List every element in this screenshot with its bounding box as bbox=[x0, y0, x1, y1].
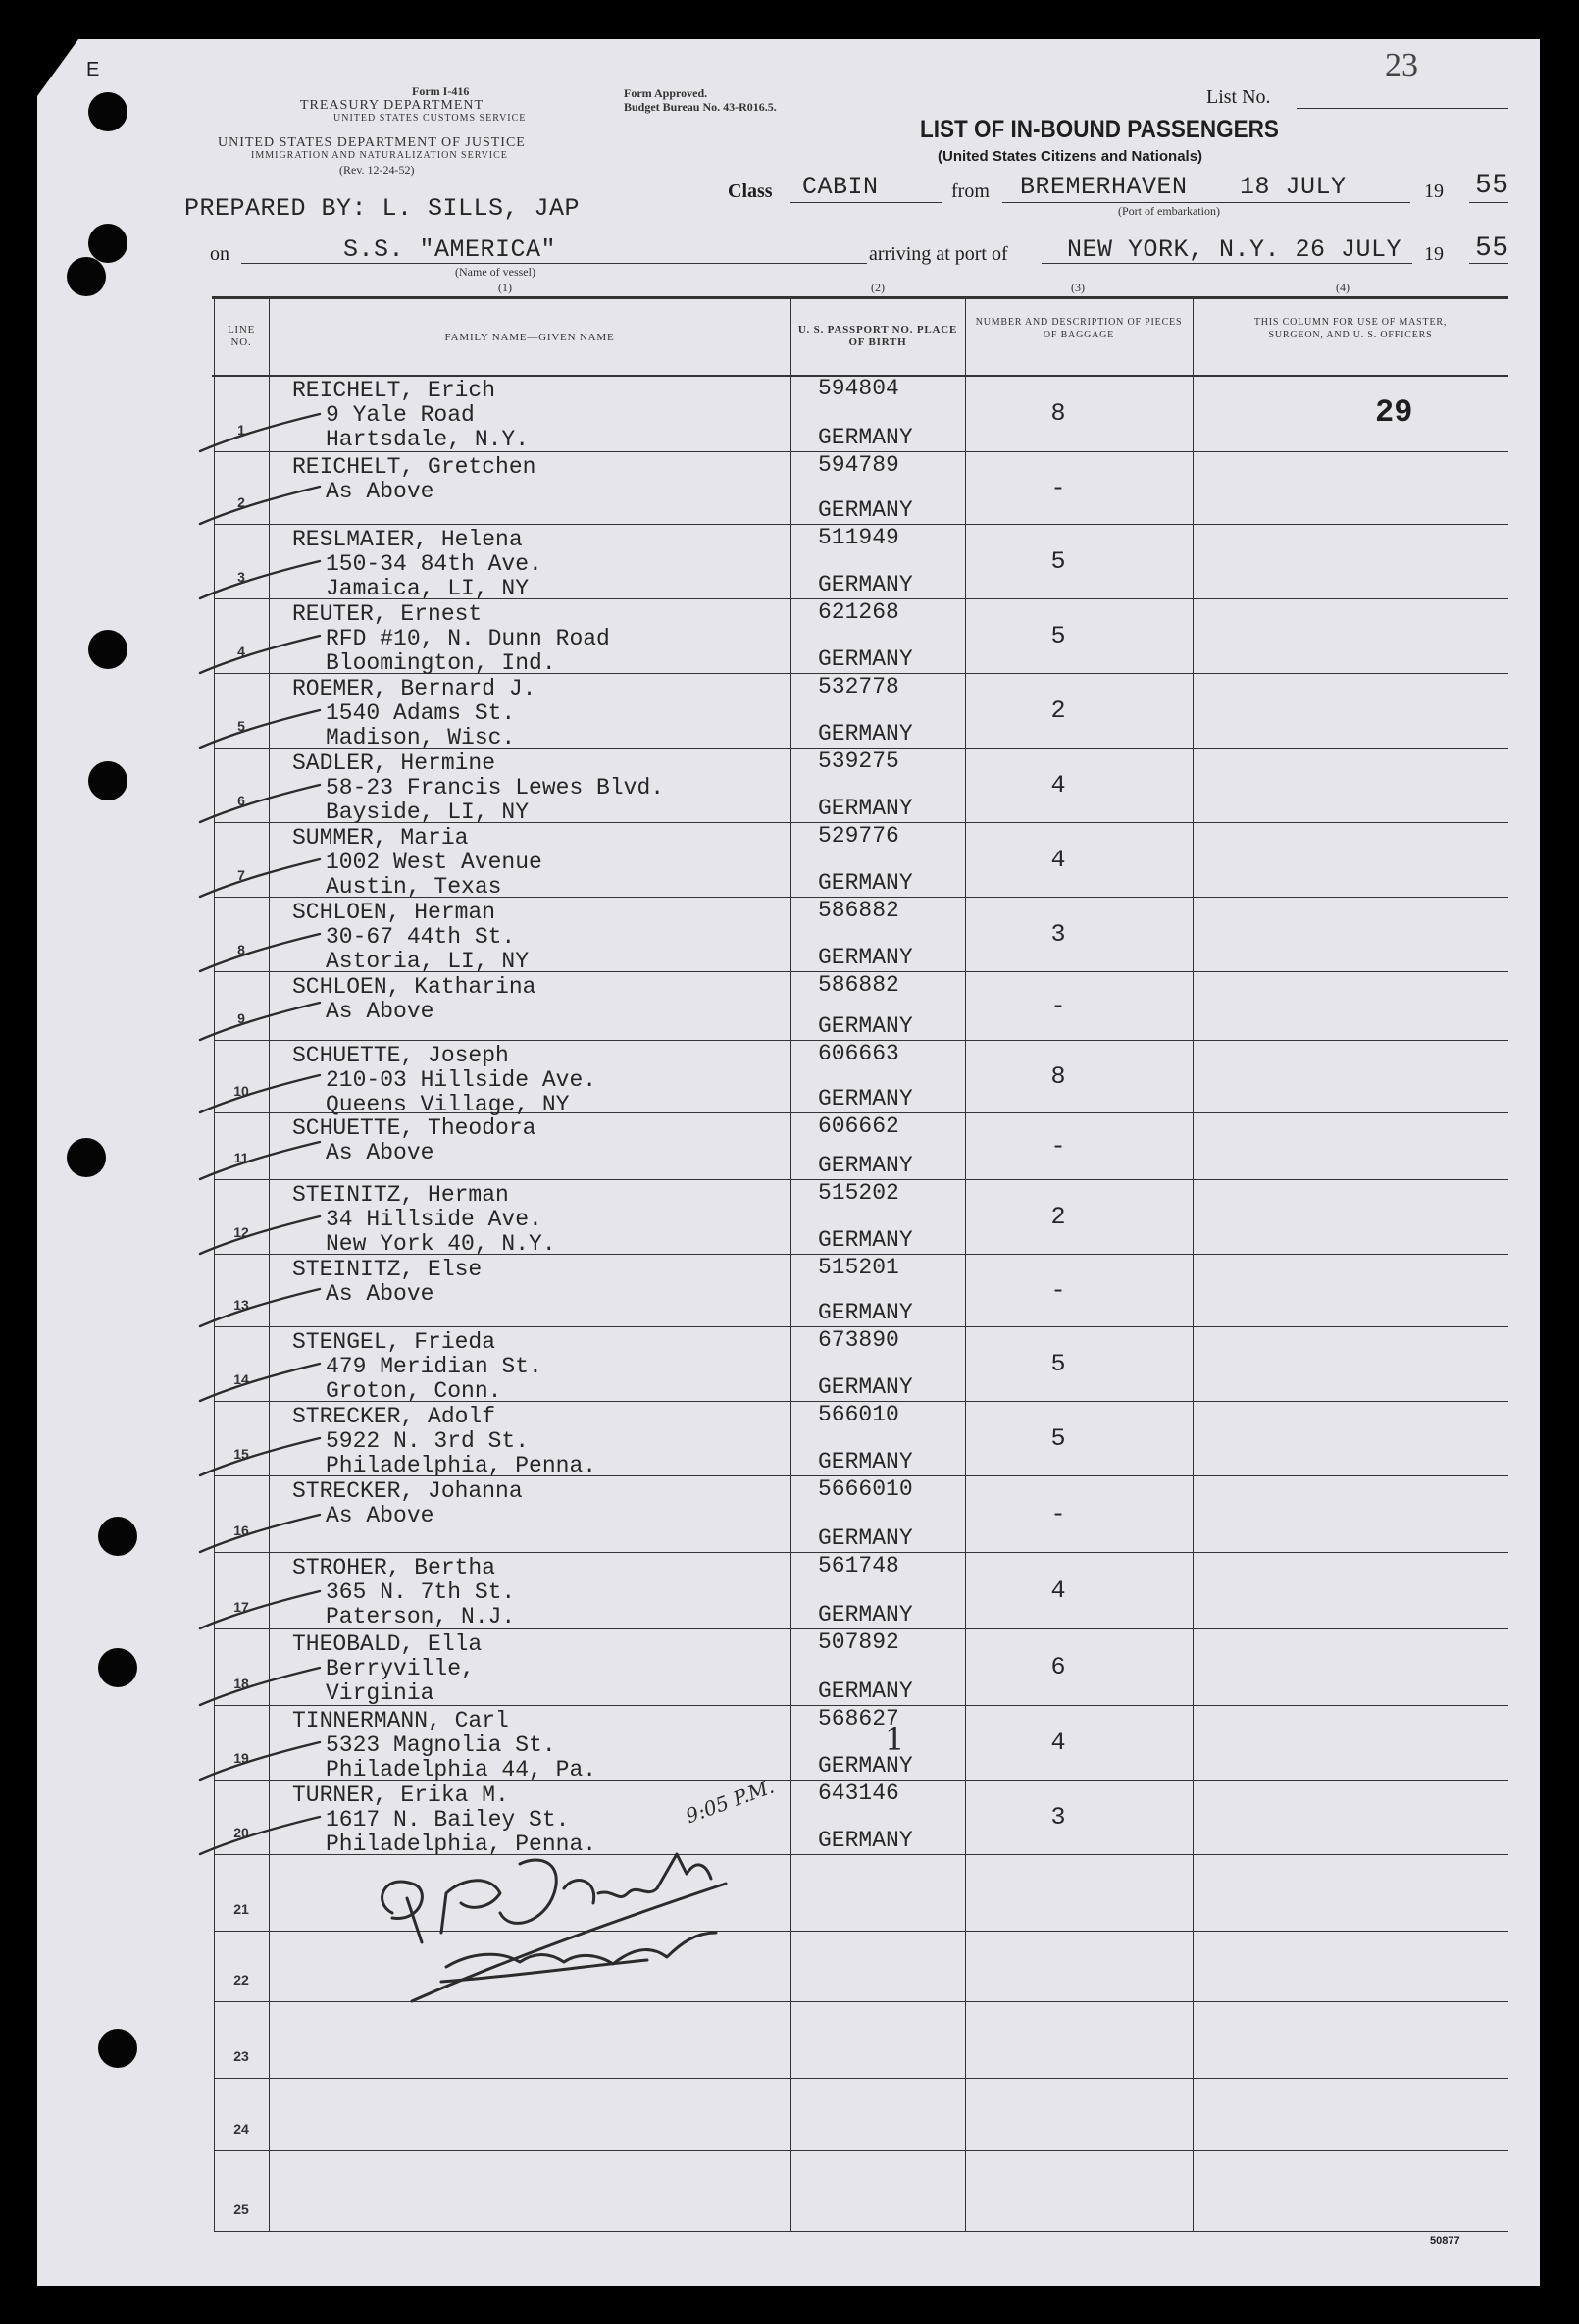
passenger-address-2: Madison, Wisc. bbox=[326, 725, 516, 750]
row-divider bbox=[214, 2078, 1508, 2079]
passenger-name: SCHLOEN, Herman bbox=[292, 900, 496, 925]
form-title: LIST OF IN-BOUND PASSENGERS bbox=[920, 116, 1279, 143]
embarkation-year: 55 bbox=[1475, 171, 1509, 201]
passenger-address-2: New York 40, N.Y. bbox=[326, 1231, 556, 1257]
passenger-name: SCHUETTE, Joseph bbox=[292, 1043, 509, 1068]
passport-number: 566010 bbox=[818, 1402, 899, 1427]
passenger-address-2: Astoria, LI, NY bbox=[326, 949, 530, 974]
baggage-count: 5 bbox=[1050, 547, 1066, 576]
line-number: 23 bbox=[233, 2048, 249, 2064]
justice-department: UNITED STATES DEPARTMENT OF JUSTICE bbox=[218, 135, 526, 150]
col-head-officers: THIS COLUMN FOR USE OF MASTER, SURGEON, AND U. S. OFFICERS bbox=[1253, 317, 1448, 340]
line-number: 2 bbox=[237, 494, 245, 510]
passenger-address-2: Groton, Conn. bbox=[326, 1378, 502, 1404]
punch-hole bbox=[67, 257, 106, 296]
line-number: 22 bbox=[233, 1972, 249, 1988]
embark-line bbox=[1002, 202, 1410, 203]
passport-number: 539275 bbox=[818, 749, 899, 774]
line-number: 6 bbox=[237, 793, 245, 808]
punch-hole bbox=[88, 761, 127, 800]
port-of-arrival: NEW YORK, N.Y. 26 JULY bbox=[1067, 235, 1402, 264]
passport-number: 673890 bbox=[818, 1327, 899, 1353]
passenger-name: STEINITZ, Herman bbox=[292, 1182, 509, 1208]
baggage-count: - bbox=[1050, 992, 1066, 1020]
line-number: 13 bbox=[233, 1297, 249, 1313]
passenger-name: STRECKER, Adolf bbox=[292, 1404, 496, 1429]
col-num-1: (1) bbox=[498, 281, 512, 294]
line-number: 19 bbox=[233, 1750, 249, 1766]
form-number: Form I-416 bbox=[412, 84, 470, 98]
year-prefix: 19 bbox=[1424, 181, 1444, 202]
passport-number: 515201 bbox=[818, 1255, 899, 1280]
budget-bureau: Budget Bureau No. 43-R016.5. bbox=[624, 100, 777, 114]
line-number: 12 bbox=[233, 1224, 249, 1240]
line-number: 16 bbox=[233, 1523, 249, 1538]
col-head-line-no: LINE NO. bbox=[227, 324, 256, 348]
arrival-year: 55 bbox=[1475, 233, 1509, 264]
passport-number: 507892 bbox=[818, 1629, 899, 1655]
passenger-name: REICHELT, Gretchen bbox=[292, 454, 536, 480]
embarkation-date: 18 JULY bbox=[1240, 173, 1347, 201]
passport-number: 594804 bbox=[818, 376, 899, 401]
line-number: 20 bbox=[233, 1825, 249, 1840]
corner-letter: E bbox=[86, 59, 100, 80]
place-of-birth: GERMANY bbox=[818, 1678, 913, 1704]
punch-hole bbox=[67, 1138, 106, 1177]
passport-number: 529776 bbox=[818, 823, 899, 849]
passenger-address-1: 34 Hillside Ave. bbox=[326, 1207, 542, 1232]
punch-hole bbox=[88, 630, 127, 669]
place-of-birth: GERMANY bbox=[818, 870, 913, 896]
vessel-caption: (Name of vessel) bbox=[455, 265, 535, 279]
passenger-address-2: Queens Village, NY bbox=[326, 1092, 570, 1117]
form-approved: Form Approved. bbox=[624, 86, 708, 100]
place-of-birth: GERMANY bbox=[818, 1227, 913, 1253]
baggage-count: 4 bbox=[1050, 771, 1066, 800]
line-number: 18 bbox=[233, 1676, 249, 1691]
passenger-address-1: 1002 West Avenue bbox=[326, 850, 542, 875]
passenger-name: STRECKER, Johanna bbox=[292, 1478, 523, 1504]
baggage-count: 8 bbox=[1050, 399, 1066, 428]
col-num-2: (2) bbox=[871, 281, 885, 294]
passenger-address-2: Philadelphia, Penna. bbox=[326, 1832, 597, 1857]
list-no-line bbox=[1297, 108, 1508, 109]
arriving-label: arriving at port of bbox=[869, 243, 1008, 265]
col-num-3: (3) bbox=[1071, 281, 1085, 294]
line-number: 3 bbox=[237, 569, 245, 585]
check-mark-icon bbox=[192, 1811, 330, 1870]
line-number: 17 bbox=[233, 1599, 249, 1615]
passport-number: 594789 bbox=[818, 452, 899, 478]
passenger-name: THEOBALD, Ella bbox=[292, 1631, 483, 1657]
punch-hole bbox=[88, 92, 127, 131]
passenger-name: ROEMER, Bernard J. bbox=[292, 676, 536, 701]
passenger-address-1: 1617 N. Bailey St. bbox=[326, 1807, 570, 1833]
class-label: Class bbox=[728, 181, 773, 202]
passenger-address-1: 210-03 Hillside Ave. bbox=[326, 1067, 597, 1093]
passenger-address-2: Bayside, LI, NY bbox=[326, 800, 530, 825]
passenger-address-1: As Above bbox=[326, 1503, 434, 1528]
vessel-line bbox=[241, 263, 867, 264]
officer-count: 29 bbox=[1375, 394, 1413, 431]
passenger-address-1: 30-67 44th St. bbox=[326, 924, 516, 950]
passenger-address-1: 479 Meridian St. bbox=[326, 1354, 542, 1379]
vessel-name: S.S. "AMERICA" bbox=[343, 235, 557, 264]
passenger-address-1: 150-34 84th Ave. bbox=[326, 551, 542, 577]
passenger-address-1: As Above bbox=[326, 1140, 434, 1165]
passenger-address-2: Virginia bbox=[326, 1680, 434, 1706]
passport-number: 5666010 bbox=[818, 1476, 913, 1502]
line-number: 4 bbox=[237, 644, 245, 659]
treasury-department: TREASURY DEPARTMENT bbox=[300, 98, 484, 113]
form-subtitle: (United States Citizens and Nationals) bbox=[938, 148, 1203, 165]
passport-number: 586882 bbox=[818, 898, 899, 923]
passenger-name: TURNER, Erika M. bbox=[292, 1782, 509, 1808]
prepared-by: PREPARED BY: L. SILLS, JAP bbox=[184, 194, 581, 223]
passport-number: 586882 bbox=[818, 972, 899, 998]
line-number: 11 bbox=[233, 1150, 249, 1165]
passenger-address-1: As Above bbox=[326, 1281, 434, 1307]
baggage-count: 6 bbox=[1050, 1653, 1066, 1681]
baggage-count: - bbox=[1050, 474, 1066, 502]
passport-number: 643146 bbox=[818, 1781, 899, 1806]
table-top-line bbox=[212, 296, 1508, 299]
passport-number: 568627 bbox=[818, 1706, 899, 1731]
passport-number: 532778 bbox=[818, 674, 899, 699]
place-of-birth: GERMANY bbox=[818, 1602, 913, 1627]
punch-hole bbox=[98, 2029, 137, 2068]
place-of-birth: GERMANY bbox=[818, 425, 913, 450]
baggage-count: 5 bbox=[1050, 1350, 1066, 1378]
passenger-address-1: RFD #10, N. Dunn Road bbox=[326, 626, 610, 651]
place-of-birth: GERMANY bbox=[818, 1828, 913, 1853]
passenger-name: RESLMAIER, Helena bbox=[292, 527, 523, 552]
handwritten-correction: 1 bbox=[885, 1721, 905, 1758]
place-of-birth: GERMANY bbox=[818, 1086, 913, 1111]
passenger-address-1: As Above bbox=[326, 999, 434, 1024]
baggage-count: 2 bbox=[1050, 697, 1066, 725]
baggage-count: 3 bbox=[1050, 1803, 1066, 1832]
passenger-name: TINNERMANN, Carl bbox=[292, 1708, 509, 1733]
baggage-count: 4 bbox=[1050, 846, 1066, 874]
passport-number: 606663 bbox=[818, 1041, 899, 1066]
form-revision: (Rev. 12-24-52) bbox=[339, 163, 415, 177]
place-of-birth: GERMANY bbox=[818, 1753, 913, 1779]
place-of-birth: GERMANY bbox=[818, 721, 913, 747]
customs-service: UNITED STATES CUSTOMS SERVICE bbox=[333, 113, 527, 124]
place-of-birth: GERMANY bbox=[818, 572, 913, 597]
signature-time: 9:05 P.M. bbox=[682, 1774, 778, 1829]
class-line bbox=[790, 202, 942, 203]
year-line bbox=[1469, 202, 1508, 203]
baggage-count: - bbox=[1050, 1276, 1066, 1305]
arrival-year-line bbox=[1469, 263, 1508, 264]
passport-number: 515202 bbox=[818, 1180, 899, 1206]
passenger-name: STENGEL, Frieda bbox=[292, 1329, 496, 1355]
passenger-address-2: Jamaica, LI, NY bbox=[326, 576, 530, 601]
place-of-birth: GERMANY bbox=[818, 646, 913, 672]
passenger-address-2: Bloomington, Ind. bbox=[326, 650, 556, 676]
place-of-birth: GERMANY bbox=[818, 1374, 913, 1400]
passport-number: 606662 bbox=[818, 1113, 899, 1139]
passport-number: 511949 bbox=[818, 525, 899, 550]
line-number: 10 bbox=[233, 1083, 249, 1099]
passport-number: 561748 bbox=[818, 1553, 899, 1578]
col-head-passport: U. S. PASSPORT NO. PLACE OF BIRTH bbox=[797, 324, 958, 348]
line-number: 7 bbox=[237, 867, 245, 883]
passenger-address-1: 5323 Magnolia St. bbox=[326, 1732, 556, 1758]
passenger-name: STEINITZ, Else bbox=[292, 1257, 483, 1282]
line-number: 24 bbox=[233, 2121, 249, 2137]
passenger-address-1: 58-23 Francis Lewes Blvd. bbox=[326, 775, 665, 800]
passenger-name: STROHER, Bertha bbox=[292, 1555, 496, 1580]
passenger-name: REICHELT, Erich bbox=[292, 378, 496, 403]
place-of-birth: GERMANY bbox=[818, 1300, 913, 1325]
col-num-4: (4) bbox=[1336, 281, 1350, 294]
class-value: CABIN bbox=[802, 173, 879, 201]
baggage-count: 4 bbox=[1050, 1729, 1066, 1757]
baggage-count: 5 bbox=[1050, 622, 1066, 650]
naturalization-service: IMMIGRATION AND NATURALIZATION SERVICE bbox=[251, 150, 508, 161]
page-number: 23 bbox=[1385, 47, 1418, 83]
passenger-name: SADLER, Hermine bbox=[292, 750, 496, 776]
line-number: 1 bbox=[237, 422, 245, 438]
arrival-line bbox=[1042, 263, 1412, 264]
col-head-name: FAMILY NAME—GIVEN NAME bbox=[444, 332, 615, 343]
place-of-birth: GERMANY bbox=[818, 497, 913, 523]
place-of-birth: GERMANY bbox=[818, 1153, 913, 1178]
passenger-address-1: 5922 N. 3rd St. bbox=[326, 1428, 530, 1454]
handwritten-signature bbox=[353, 1795, 804, 2031]
baggage-count: 8 bbox=[1050, 1062, 1066, 1091]
col-divider-4 bbox=[1193, 296, 1194, 2231]
passenger-address-2: Hartsdale, N.Y. bbox=[326, 427, 530, 452]
baggage-count: 2 bbox=[1050, 1203, 1066, 1231]
baggage-count: - bbox=[1050, 1500, 1066, 1528]
punch-hole bbox=[98, 1648, 137, 1687]
baggage-count: 5 bbox=[1050, 1424, 1066, 1453]
embarkation-caption: (Port of embarkation) bbox=[1118, 204, 1220, 218]
passenger-address-1: 9 Yale Road bbox=[326, 402, 475, 428]
place-of-birth: GERMANY bbox=[818, 796, 913, 821]
place-of-birth: GERMANY bbox=[818, 1013, 913, 1039]
baggage-count: 3 bbox=[1050, 920, 1066, 949]
place-of-birth: GERMANY bbox=[818, 1449, 913, 1474]
line-number: 21 bbox=[233, 1901, 249, 1917]
punch-hole bbox=[88, 224, 127, 263]
punch-hole bbox=[98, 1517, 137, 1556]
row-divider bbox=[214, 2150, 1508, 2151]
passenger-address-1: 365 N. 7th St. bbox=[326, 1579, 516, 1605]
port-of-embarkation: BREMERHAVEN bbox=[1020, 173, 1188, 201]
line-number: 25 bbox=[233, 2201, 249, 2217]
passenger-address-1: Berryville, bbox=[326, 1656, 475, 1681]
line-number: 9 bbox=[237, 1010, 245, 1026]
col-divider-3 bbox=[965, 296, 966, 2231]
passenger-address-2: Philadelphia 44, Pa. bbox=[326, 1757, 597, 1782]
passenger-name: SCHUETTE, Theodora bbox=[292, 1115, 536, 1141]
from-label: from bbox=[951, 181, 990, 202]
passenger-address-1: 1540 Adams St. bbox=[326, 700, 516, 726]
passenger-address-1: As Above bbox=[326, 479, 434, 504]
passport-number: 621268 bbox=[818, 599, 899, 625]
place-of-birth: GERMANY bbox=[818, 1525, 913, 1551]
line-number: 5 bbox=[237, 718, 245, 734]
arrival-year-prefix: 19 bbox=[1424, 243, 1444, 265]
line-number: 15 bbox=[233, 1446, 249, 1462]
place-of-birth: GERMANY bbox=[818, 945, 913, 970]
on-label: on bbox=[210, 243, 229, 265]
passenger-name: SCHLOEN, Katharina bbox=[292, 974, 536, 1000]
passenger-name: SUMMER, Maria bbox=[292, 825, 469, 851]
baggage-count: - bbox=[1050, 1132, 1066, 1161]
passenger-address-2: Philadelphia, Penna. bbox=[326, 1453, 597, 1478]
list-no-label: List No. bbox=[1206, 86, 1271, 108]
col-head-baggage: NUMBER AND DESCRIPTION OF PIECES OF BAGGAGE bbox=[975, 317, 1183, 340]
passenger-name: REUTER, Ernest bbox=[292, 601, 483, 627]
line-number: 14 bbox=[233, 1371, 249, 1387]
passenger-address-2: Paterson, N.J. bbox=[326, 1604, 516, 1629]
line-number: 8 bbox=[237, 942, 245, 957]
passenger-address-2: Austin, Texas bbox=[326, 874, 502, 900]
form-code: 50877 bbox=[1430, 2235, 1460, 2247]
baggage-count: 4 bbox=[1050, 1576, 1066, 1605]
row-divider bbox=[214, 2231, 1508, 2232]
